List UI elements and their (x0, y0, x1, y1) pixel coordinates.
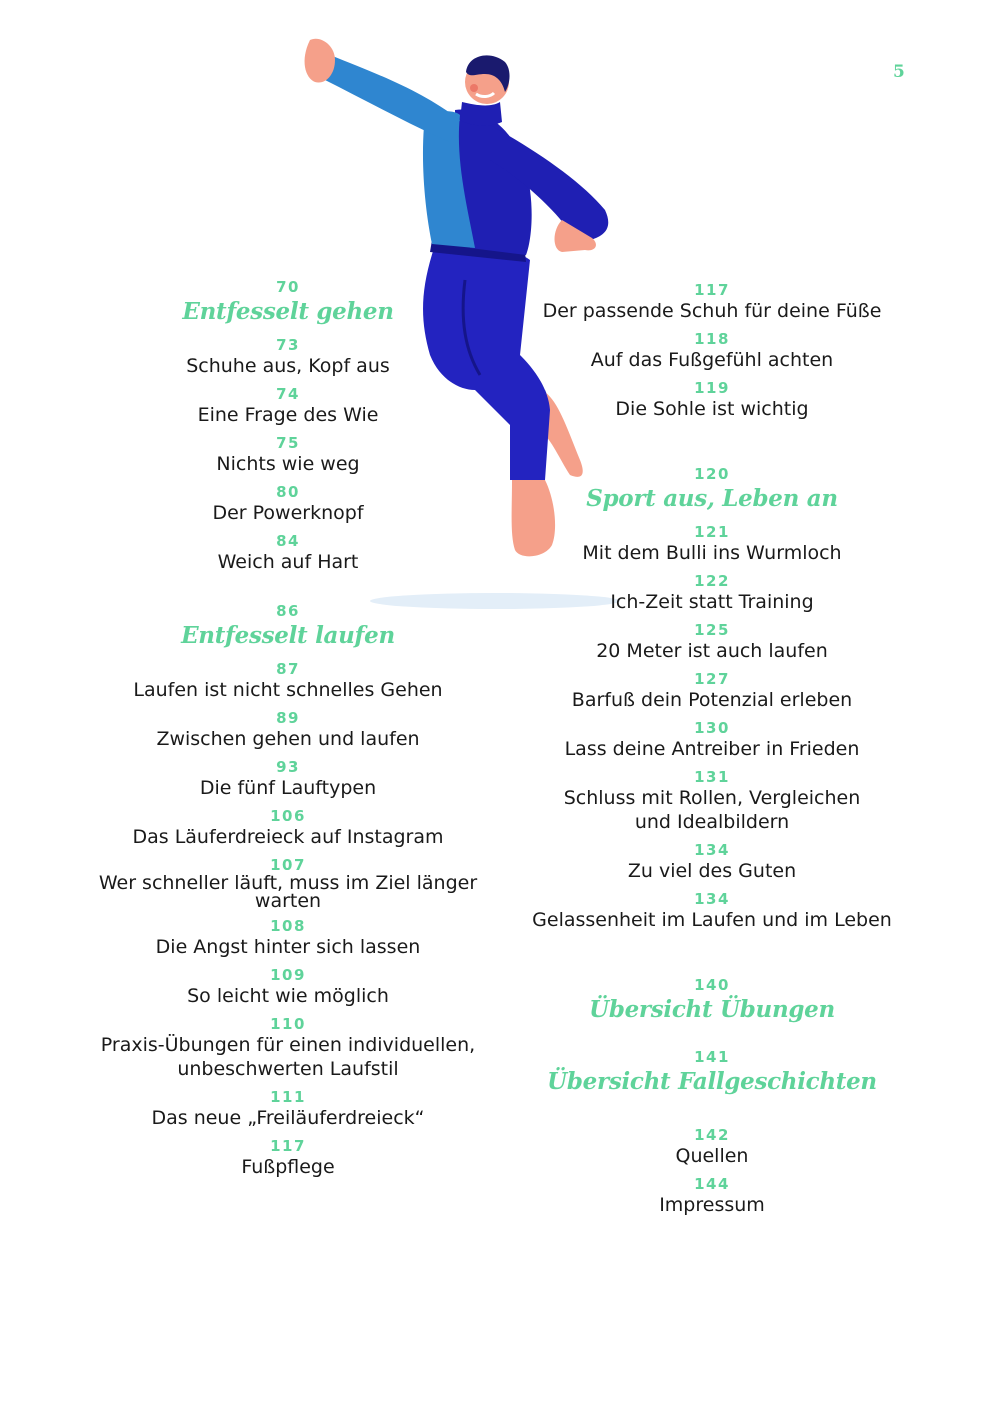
toc-page-number: 144 (694, 1175, 730, 1193)
toc-page-number: 134 (694, 841, 730, 859)
toc-item-title: Weich auf Hart (217, 551, 359, 573)
toc-section-title: Übersicht Übungen (589, 996, 835, 1023)
toc-page-number: 140 (694, 976, 730, 994)
toc-item-title: Das neue „Freiläuferdreieck“ (151, 1107, 425, 1129)
toc-item[interactable] (88, 1088, 488, 1130)
toc-page-number: 142 (694, 1126, 730, 1144)
toc-section[interactable] (88, 278, 488, 328)
toc-item-title: Eine Frage des Wie (197, 404, 379, 426)
toc-section[interactable] (512, 1048, 912, 1098)
toc-item[interactable] (88, 434, 488, 476)
toc-item-title: Praxis-Übungen für einen individuellen, unbeschwerten Laufstil (100, 1034, 476, 1080)
toc-page-number: 73 (276, 336, 300, 354)
toc-item-title: Wer schneller läuft, muss im Ziel länger warten (98, 872, 478, 912)
toc-page-number: 80 (276, 483, 300, 501)
toc-item-title: Barfuß dein Potenzial erleben (571, 689, 853, 711)
toc-page-number: 74 (276, 385, 300, 403)
toc-section[interactable] (88, 602, 488, 652)
toc-item-title: Der passende Schuh für deine Füße (542, 300, 882, 322)
toc-page-number: 93 (276, 758, 300, 776)
toc-left-column (88, 278, 488, 1186)
toc-item-title: Schluss mit Rollen, Vergleichen und Idealbildern (563, 787, 861, 833)
toc-section-title: Sport aus, Leben an (586, 485, 838, 512)
toc-item-title: Laufen ist nicht schnelles Gehen (133, 679, 443, 701)
toc-page-number: 107 (270, 856, 306, 874)
toc-page-number: 131 (694, 768, 730, 786)
toc-item-title: Lass deine Antreiber in Frieden (564, 738, 860, 760)
toc-item[interactable] (512, 719, 912, 761)
toc-page-number: 89 (276, 709, 300, 727)
toc-right-column (512, 281, 912, 1224)
toc-item-title: Zwischen gehen und laufen (156, 728, 420, 750)
toc-page-number: 134 (694, 890, 730, 908)
toc-page-number: 75 (276, 434, 300, 452)
toc-item[interactable] (512, 330, 912, 372)
toc-item-title: Mit dem Bulli ins Wurmloch (582, 542, 842, 564)
toc-item[interactable] (88, 660, 488, 702)
toc-item[interactable] (512, 379, 912, 421)
toc-page-number: 111 (270, 1088, 306, 1106)
toc-page-number: 127 (694, 670, 730, 688)
toc-page-number: 119 (694, 379, 730, 397)
toc-page-number: 121 (694, 523, 730, 541)
toc-page-number: 109 (270, 966, 306, 984)
toc-item-title: Die Angst hinter sich lassen (155, 936, 421, 958)
toc-item[interactable] (512, 621, 912, 663)
toc-page-number: 125 (694, 621, 730, 639)
toc-item[interactable] (88, 1015, 488, 1081)
toc-item[interactable] (512, 841, 912, 883)
toc-page-number: 117 (270, 1137, 306, 1155)
toc-item-title: Der Powerknopf (212, 502, 364, 524)
toc-item[interactable] (512, 572, 912, 614)
toc-page-number: 110 (270, 1015, 306, 1033)
toc-item[interactable] (88, 1137, 488, 1179)
toc-item[interactable] (88, 758, 488, 800)
toc-page-number: 122 (694, 572, 730, 590)
toc-item-title: Zu viel des Guten (627, 860, 797, 882)
toc-item[interactable] (88, 709, 488, 751)
toc-page-number: 117 (694, 281, 730, 299)
toc-item[interactable] (88, 483, 488, 525)
toc-item[interactable] (512, 523, 912, 565)
toc-item-title: Impressum (659, 1194, 765, 1216)
toc-page-number: 118 (694, 330, 730, 348)
toc-item[interactable] (88, 336, 488, 378)
toc-item[interactable] (512, 1175, 912, 1217)
toc-item[interactable] (512, 768, 912, 834)
toc-section[interactable] (512, 465, 912, 515)
toc-page-number: 70 (276, 278, 300, 296)
toc-item[interactable] (88, 807, 488, 849)
toc-item-title: So leicht wie möglich (187, 985, 389, 1007)
toc-page-number: 130 (694, 719, 730, 737)
toc-item[interactable] (512, 670, 912, 712)
toc-item-title: Die fünf Lauftypen (199, 777, 377, 799)
toc-page-number: 84 (276, 532, 300, 550)
toc-section-title: Übersicht Fallgeschichten (547, 1068, 877, 1095)
toc-item-title: Ich-Zeit statt Training (610, 591, 814, 613)
toc-item[interactable] (512, 890, 912, 932)
toc-item[interactable] (88, 856, 488, 910)
toc-item[interactable] (88, 532, 488, 574)
toc-item-title: Die Sohle ist wichtig (615, 398, 809, 420)
toc-item-title: Quellen (675, 1145, 749, 1167)
toc-item-title: Das Läuferdreieck auf Instagram (132, 826, 444, 848)
toc-page-number: 87 (276, 660, 300, 678)
toc-section[interactable] (512, 976, 912, 1026)
toc-page-number: 106 (270, 807, 306, 825)
page-number: 5 (893, 62, 905, 82)
toc-page-number: 141 (694, 1048, 730, 1066)
toc-item[interactable] (88, 966, 488, 1008)
toc-item-title: Fußpflege (241, 1156, 335, 1178)
toc-item-title: 20 Meter ist auch laufen (596, 640, 828, 662)
toc-item-title: Schuhe aus, Kopf aus (186, 355, 390, 377)
toc-item[interactable] (512, 1126, 912, 1168)
toc-item-title: Gelassenheit im Laufen und im Leben (532, 909, 892, 931)
toc-item-title: Nichts wie weg (216, 453, 360, 475)
toc-item[interactable] (512, 281, 912, 323)
toc-section-title: Entfesselt laufen (181, 622, 395, 649)
toc-item-title: Auf das Fußgefühl achten (590, 349, 834, 371)
toc-page-number: 86 (276, 602, 300, 620)
toc-item[interactable] (88, 917, 488, 959)
toc-section-title: Entfesselt gehen (182, 298, 394, 325)
toc-page-number: 120 (694, 465, 730, 483)
toc-item[interactable] (88, 385, 488, 427)
toc-page-number: 108 (270, 917, 306, 935)
